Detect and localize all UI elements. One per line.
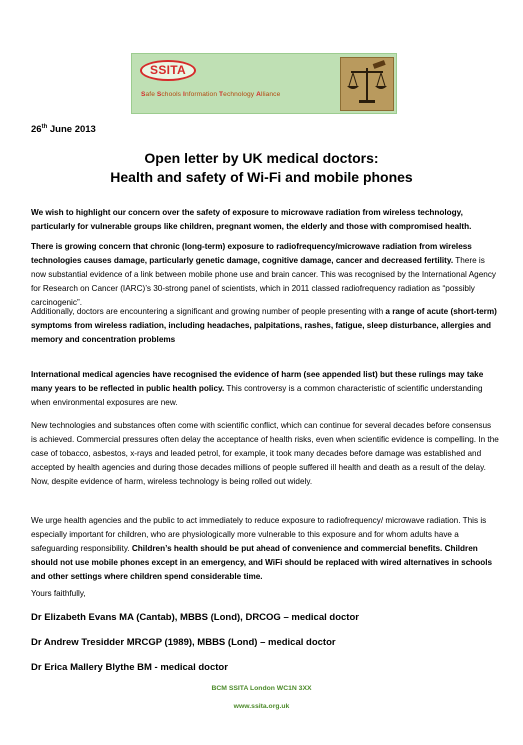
- footer-address: BCM SSITA London WC1N 3XX: [211, 685, 312, 692]
- title-line-1: Open letter by UK medical doctors:: [144, 150, 379, 166]
- logo-acronym: SSITA: [150, 63, 186, 77]
- scales-icon-graphic: [341, 58, 393, 110]
- tagline-word: echnology: [223, 91, 257, 98]
- tagline-word: afe: [145, 91, 157, 98]
- tagline-word: lliance: [260, 91, 281, 98]
- logo-tagline: [141, 91, 280, 98]
- paragraph-6-text: We urge health agencies and the public to act immediately to reduce exposure to radiofrequency/ microwave radiation. This is especially important for children, who are physiologically more vulnerable to this exposure and for whom adults have a safeguarding responsibility.: [31, 516, 487, 553]
- ssita-logo: [131, 53, 397, 114]
- paragraph-5: New technologies and substances often come with scientific conflict, which can continue for several decades before consensus is achieved. Commercial pressures often delay the acceptance of health risks, even when scientific evidence is compelling. In the case of tobacco, asbestos, x-rays and leaded petrol, for example, it took many decades before damage was established and accepted by health agencies and during those decades millions of people suffered ill health and death as a result of the delay. Now, despite evidence of harm, wireless technology is being rolled out widely.: [31, 421, 499, 486]
- paragraph-2-bold: There is growing concern that chronic (long-term) exposure to radiofrequency/microwave radiation from wireless technologies causes damage, particularly genetic damage, cognitive damage, cancer and decreased fertility.: [31, 242, 472, 265]
- paragraph-4: [31, 368, 499, 410]
- tagline-initial: T: [219, 91, 224, 98]
- tagline-word: chools: [161, 91, 183, 98]
- paragraph-3: [31, 305, 499, 347]
- letter-date: [31, 124, 96, 135]
- signatory: Dr Elizabeth Evans MA (Cantab), MBBS (Lond), DRCOG – medical doctor: [31, 612, 359, 623]
- closing-salutation: Yours faithfully,: [31, 589, 86, 598]
- paragraph-3-text: Additionally, doctors are encountering a significant and growing number of people presenting with: [31, 307, 386, 316]
- tagline-word: nformation: [184, 91, 220, 98]
- paragraph-2: [31, 240, 499, 310]
- title-line-2: Health and safety of Wi-Fi and mobile phones: [110, 169, 413, 185]
- tagline-initial: A: [256, 91, 261, 98]
- tagline-initial: I: [183, 91, 185, 98]
- letter-title: [0, 149, 523, 187]
- paragraph-6-bold: Children’s health should be put ahead of convenience and commercial benefits. Children should not use mobile phones except in an emergency, and WiFi should be replaced with wired alternatives in schools and other settings where children spend considerable time.: [31, 544, 493, 581]
- paragraph-2-text: There is now substantial evidence of a link between mobile phone use and brain cancer. This was recognised by the International Agency for Research on Cancer (IARC)’s 30-strong panel of scientists, which in 2011 classed radiofrequency radiation as “possibly carcinogenic”.: [31, 256, 497, 307]
- paragraph-3-bold: a range of acute (short-term) symptoms from wireless radiation, including headaches, palpitations, rashes, fatigue, sleep disturbance, allergies and memory and concentration problems: [31, 307, 497, 344]
- paragraph-6: [31, 514, 499, 584]
- paragraph-1: We wish to highlight our concern over the safety of exposure to microwave radiation from wireless technology, particularly for vulnerable groups like children, pregnant women, the elderly and those with compromised health.: [31, 208, 472, 231]
- date-rest: June 2013: [47, 124, 96, 136]
- tagline-initial: S: [141, 91, 146, 98]
- scales-of-justice-icon: [340, 57, 394, 111]
- footer-website: www.ssita.org.uk: [233, 703, 290, 710]
- date-day: 26: [31, 124, 42, 136]
- signatory: Dr Andrew Tresidder MRCGP (1989), MBBS (Lond) – medical doctor: [31, 637, 336, 648]
- logo-oval-badge: [140, 60, 196, 81]
- paragraph-4-text: This controversy is a common characteristic of scientific understanding when environmental exposures are new.: [31, 384, 483, 407]
- signatory: Dr Erica Mallery Blythe BM - medical doctor: [31, 662, 228, 673]
- date-suffix: th: [41, 124, 48, 130]
- tagline-initial: S: [156, 91, 162, 98]
- paragraph-4-bold: International medical agencies have recognised the evidence of harm (see appended list) but these rulings may take many years to be reflected in public health policy.: [31, 370, 484, 393]
